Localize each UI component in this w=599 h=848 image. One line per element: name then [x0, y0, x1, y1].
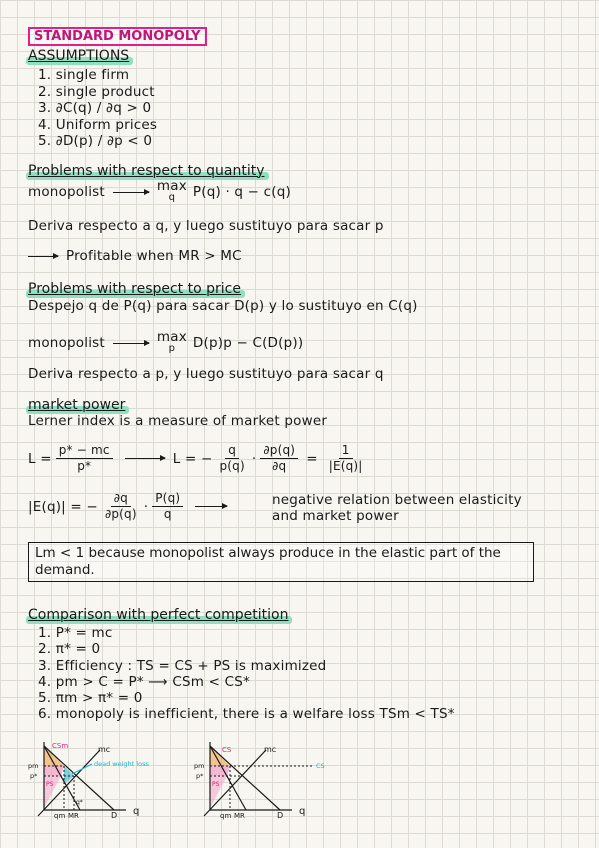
price-derive: Deriva respecto a p, y luego sustituyo para sacar q	[28, 366, 384, 382]
dwl-pointer	[72, 764, 92, 774]
dwl-label: dead weight loss	[94, 760, 149, 768]
comparison-item: 2. π* = 0	[38, 641, 101, 658]
arrow-icon	[113, 192, 149, 193]
comparison-item: 6. monopoly is inefficient, there is a welfare loss TSm < TS*	[38, 706, 455, 723]
profitable-row	[28, 248, 242, 264]
fraction: $\frac{1}{|E(q)|}$	[328, 443, 363, 473]
price-heading: Problems with respect to price	[28, 281, 241, 297]
pstar-label: p*	[196, 772, 204, 780]
arrow-icon	[28, 256, 58, 257]
quantity-objective: P(q) · q − c(q)	[192, 184, 292, 200]
mc-label: mc	[98, 745, 111, 754]
page-title: STANDARD MONOPOLY	[28, 27, 207, 46]
price-band-area	[210, 766, 230, 776]
comparison-item: 4. pm > C = P* ⟶ CSm < CS*	[38, 673, 250, 690]
price-despejo: Despejo q de P(q) para sacar D(p) y lo sustituyo en C(q)	[28, 298, 418, 314]
fraction: $\frac{q}{p(q)}$	[219, 443, 245, 473]
quantity-heading: Problems with respect to quantity	[28, 163, 265, 179]
comparison-list	[38, 625, 455, 723]
arrow-icon	[113, 343, 149, 344]
qstar-label: q*	[76, 799, 83, 806]
fraction: $\frac{\partial p(q)}{\partial q}$	[260, 443, 298, 474]
monopolist-label: monopolist	[28, 335, 105, 351]
assumption-item: 1. single firm	[38, 67, 130, 83]
pm-label: pm	[28, 762, 39, 770]
lerner-formula: L = $\frac{p* - mc}{p*}$ L = − $\frac{q}{p(q)}$ · $\frac{\partial p(q)}{\partial q}$ = $\frac{1}{|E(q)|}$	[28, 443, 370, 474]
comparison-heading: Comparison with perfect competition	[28, 607, 289, 623]
demand-label: D	[111, 811, 118, 820]
max-operator: max p	[156, 329, 187, 354]
assumption-item: 2. single product	[38, 83, 155, 100]
elasticity-formula: |E(q)| = − $\frac{\partial q}{\partial p(q)}$ · $\frac{P(q)}{q}$	[28, 491, 235, 522]
demand-label: D	[277, 811, 284, 820]
mr-label: MR	[68, 812, 79, 820]
monopolist-label: monopolist	[28, 184, 105, 200]
q-axis-label: q	[133, 806, 140, 817]
assumptions-heading: ASSUMPTIONS	[28, 48, 130, 64]
monopoly-graph-left	[26, 738, 206, 820]
max-operator: max q	[156, 178, 187, 203]
assumption-item: 4. Uniform prices	[38, 116, 158, 133]
assumption-item: 3. ∂C(q) / ∂q > 0	[38, 100, 152, 116]
lerner-text: Lerner index is a measure of market power	[28, 413, 328, 429]
ps-label: PS	[212, 781, 220, 788]
comparison-item: 3. Efficiency : TS = CS + PS is maximized	[38, 657, 327, 674]
arrow-icon	[195, 506, 227, 507]
quantity-derive: Deriva respecto a q, y luego sustituyo para sacar p	[28, 218, 384, 234]
comparison-item: 1. P* = mc	[38, 625, 113, 641]
cs-label: CSm	[52, 742, 69, 750]
q-axis-label: q	[299, 806, 306, 817]
assumptions-list	[38, 67, 157, 150]
fraction: $\frac{\partial q}{\partial p(q)}$	[104, 491, 137, 521]
pm-label: pm	[194, 762, 205, 770]
comparison-item: 5. πm > π* = 0	[38, 690, 143, 707]
quantity-objective-row	[28, 178, 292, 203]
arrow-icon	[125, 458, 165, 459]
pstar-label: p*	[30, 772, 38, 780]
mc-label: mc	[264, 745, 277, 754]
cs-note-label: CS	[316, 762, 325, 770]
qm-label: qm	[54, 812, 66, 820]
price-objective: D(p)p − C(D(p))	[192, 335, 304, 351]
market-power-heading: market power	[28, 397, 126, 413]
profitable-text: Profitable when MR > MC	[66, 248, 242, 264]
elasticity-note: negative relation between elasticity and market power	[272, 492, 522, 524]
qm-label: qm	[220, 812, 232, 820]
price-objective-row	[28, 329, 304, 354]
cs-label: CS	[222, 746, 232, 754]
fraction: $\frac{p* - mc}{p*}$	[56, 443, 113, 474]
monopoly-graph-right	[192, 738, 352, 820]
fraction: $\frac{P(q)}{q}$	[152, 491, 183, 522]
assumption-item: 5. ∂D(p) / ∂p < 0	[38, 133, 153, 149]
ps-label: PS	[46, 781, 54, 788]
price-band-area	[44, 766, 64, 776]
lerner-note-box: Lm < 1 because monopolist always produce in the elastic part of the demand.	[28, 542, 534, 582]
mr-label: MR	[234, 812, 245, 820]
